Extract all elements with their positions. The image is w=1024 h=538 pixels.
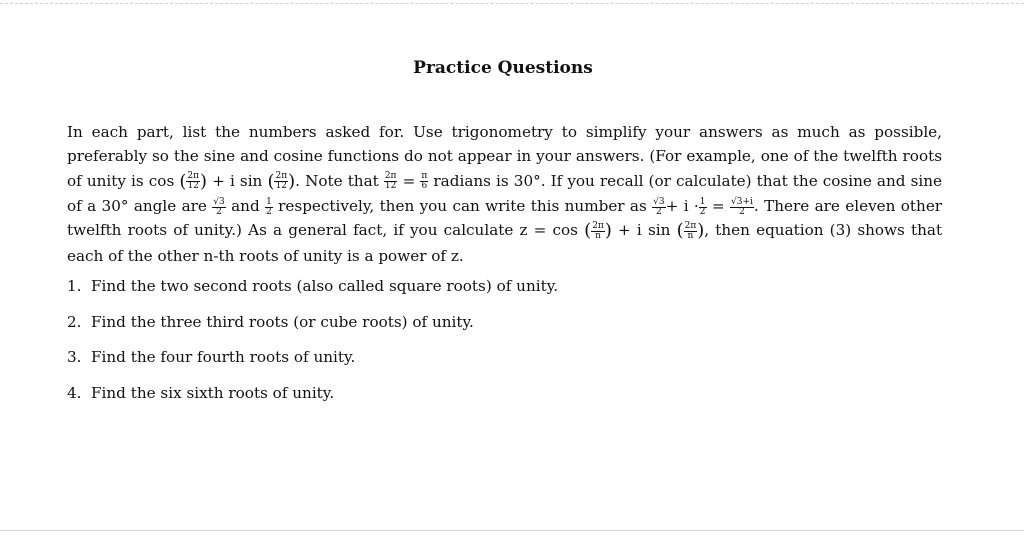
equals-sign: = [402,171,416,190]
fraction-1-2-b: $\frac{1}{2}$ [699,196,706,217]
fraction-1-2: $\frac{1}{2}$ [266,196,272,217]
intro-plus-i-sin: + i sin [212,171,263,190]
question-text: Find the three third roots (or cube roots) of unity. [91,312,474,331]
bottom-edge-rule [0,530,1024,531]
fraction-2pi-12-b: $\frac{2\pi}{12}$ [275,171,288,192]
intro-text-2: . Note that [295,171,379,190]
intro-text-6: , then equation (3) shows that each of the other n-th roots of unity is a power of z. [67,221,943,265]
fraction-sqrt3-plus-i-2: $\frac{√3+i}{2}$ [730,196,753,217]
intro-text-3: radians is 30°. If you recall (or calculate) that the cosine and sine of a 30° angle are [67,171,943,216]
list-item [67,383,942,419]
question-list [67,276,942,418]
intro-text-1: In each part, list the numbers asked for. Use trigonometry to simplify your answers as much as possible, preferably so the sine and cosine functions do not appear in your answers. (For example, one of the twelfth roots of unity is cos [67,123,942,190]
fraction-2pi-12: $\frac{2\pi}{12}$ [187,171,200,192]
intro-and: and [231,197,260,216]
fraction-sqrt3-2-b: $\frac{√3}{2}$ [653,196,665,217]
page-title: Practice Questions [413,58,593,78]
fraction-2pi-12-c: $\frac{2\pi}{12}$ [384,171,397,192]
top-edge-rule [0,0,1024,4]
intro-plus-i-dot: + i · [665,197,699,216]
question-number: 2. [67,312,82,331]
question-number: 1. [67,277,82,295]
question-number: 4. [67,383,82,402]
question-text: Find the six sixth roots of unity. [91,383,335,402]
question-number: 3. [67,348,82,366]
intro-text-4: respectively, then you can write this number as [278,197,647,216]
fraction-pi-6: $\frac{\pi}{6}$ [421,171,428,192]
intro-plus-i-sin-2: + i sin [618,221,671,240]
intro-text-5: . There are eleven other twelfth roots of unity.) As a general fact, if you calculate z = cos [67,197,943,240]
question-text: Find the four fourth roots of unity. [91,348,356,366]
equals-sign-2: = [711,197,725,216]
intro-paragraph: In each part, list the numbers asked for. Use trigonometry to simplify your answers as much as possible, preferably so the sine and cosine functions do not appear in your answers. (For example, one of the twelfth roots of unity is cos ( $\frac{2\pi}{12}$ ) + i sin ( $\frac{2\pi}{12}$ ). Note that $\frac{2\pi}{12}$ = $\frac{\pi}{6}$ radians is 30°. If you recall (or calculate) that the cosine and sine of a 30° angle are $\frac{√3}{2}$ and $\frac{1}{2}$ respectively, then you can write this number as $\frac{√3}{2}$ + i · $\frac{1}{2}$ = $\frac{√3+i}{2}$ . There are eleven other twelfth roots of unity.) As a general fact, if you calculate z = cos ( $\frac{2\pi}{n}$ ) + i sin ( $\frac{2\pi}{n}$ ), then equation (3) shows that each of the other n-th roots of unity is a power of z. [67,123,943,265]
fraction-sqrt3-2: $\frac{√3}{2}$ [213,196,225,217]
list-item [67,276,942,312]
fraction-2pi-n: $\frac{2\pi}{n}$ [592,220,604,241]
fraction-2pi-n-b: $\frac{2\pi}{n}$ [684,220,697,241]
list-item [67,347,942,383]
list-item [67,312,942,348]
question-text: Find the two second roots (also called square roots) of unity. [91,277,559,295]
